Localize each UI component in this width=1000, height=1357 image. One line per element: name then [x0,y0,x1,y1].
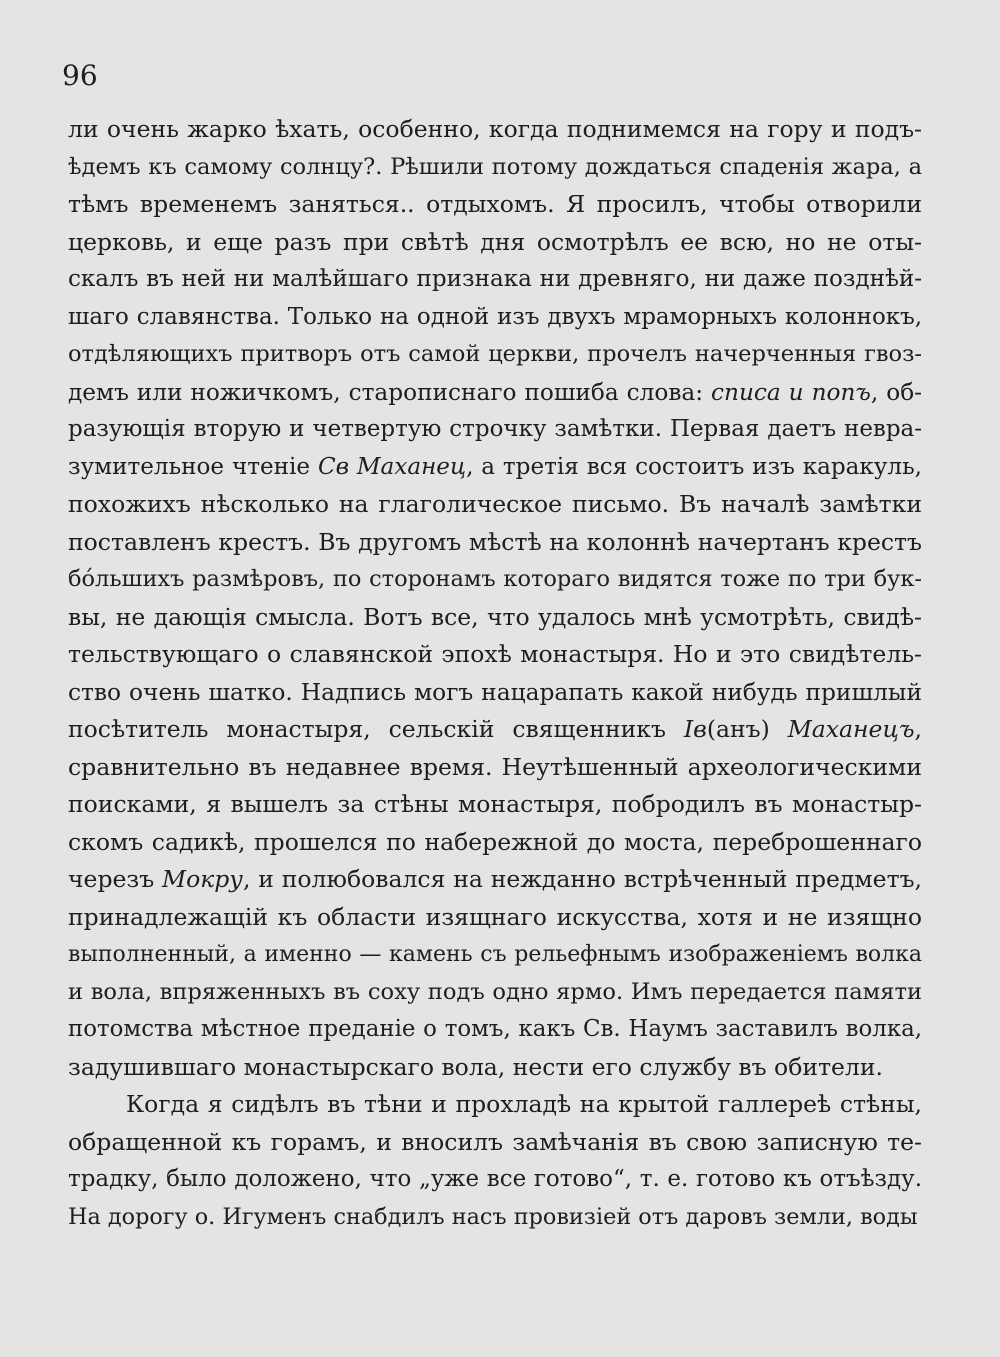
text-segment: , об- [870,378,922,406]
text-line [68,186,922,224]
text-line [68,824,922,862]
text-segment: скалъ въ ней ни малѣйшаго признака ни древняго, ни даже позднѣй- [68,266,922,292]
text-segment: и вола, впряженныхъ въ соху подъ одно ярмо. Имъ передается памяти [68,978,922,1005]
paragraph [68,111,922,1086]
text-line [68,711,922,749]
text-segment: На дорогу о. Игуменъ снабдилъ насъ провизіей отъ даровъ земли, воды [68,1203,918,1230]
text-line [68,861,922,899]
text-segment: тѣмъ временемъ заняться.. отдыхомъ. Я просилъ, чтобы отворили [68,190,922,218]
italic-text: Ів [683,715,707,743]
text-line [68,261,922,299]
text-line [68,524,922,562]
text-segment: традку, было доложено, что „уже все готово“, т. е. готово къ отъѣзду. [68,1166,922,1192]
text-line [68,599,922,637]
text-segment: ѣдемъ къ самому солнцу?. Рѣшили потому дождаться спаденія жара, а [68,153,922,180]
text-line [68,149,922,187]
text-line [68,374,922,412]
text-segment: ли очень жарко ѣхать, особенно, когда поднимемся на гору и подъ- [68,115,922,143]
text-line [68,749,922,787]
text-line [68,1049,922,1087]
italic-text: Мокру [162,865,243,893]
text-line [68,674,922,712]
text-line [68,974,922,1012]
text-line [68,1086,922,1124]
text-segment: скомъ садикѣ, прошелся по набережной до моста, переброшеннаго [68,827,922,856]
text-segment: посѣтитель монастыря, сельскій священникъ [68,715,684,743]
text-segment: принадлежащій къ области изящнаго искусства, хотя и не изящно [68,902,922,931]
text-line [68,636,922,674]
text-line [68,411,922,449]
text-segment: отдѣляющихъ притворъ отъ самой церкви, прочелъ начерченныя гвоз- [68,341,922,367]
text-segment: сравнительно въ недавнее время. Неутѣшенный археологическими [68,752,922,781]
paragraph [68,1086,922,1236]
text-line [68,1199,922,1237]
text-segment: обращенной къ горамъ, и вносилъ замѣчанія въ свою записную те- [68,1127,922,1156]
text-segment: выполненный, а именно — камень съ рельефнымъ изображеніемъ волка [68,942,922,967]
text-segment: , а третія вся состоитъ изъ каракуль, [466,453,922,480]
text-segment: поисками, я вышелъ за стѣны монастыря, побродилъ въ монастыр- [68,790,922,818]
text-line [68,111,922,149]
text-segment: потомства мѣстное преданіе о томъ, какъ Св. Наумъ заставилъ волка, [68,1016,922,1042]
text-line [68,486,922,524]
text-segment: черезъ [68,865,163,893]
text-segment: бо́льшихъ размѣровъ, по сторонамъ котораго видятся тоже по три бук- [68,566,922,592]
text-segment: ство очень шатко. Надпись могъ нацарапать какой нибудь пришлый [68,678,922,706]
text-segment: задушившаго монастырскаго вола, нести его службу въ обители. [68,1052,883,1081]
page-number: 96 [62,59,98,92]
text-segment: демъ или ножичкомъ, старописнаго пошиба слова: [68,378,711,406]
text-line [68,336,922,374]
text-line [68,561,922,599]
italic-text: списа и попъ [711,378,871,406]
text-line [68,936,922,974]
text-segment: зумительное чтеніе [68,453,318,480]
text-segment: шаго славянства. Только на одной изъ двухъ мраморныхъ колоннокъ, [68,303,922,330]
body-text [68,111,922,1236]
text-segment: церковь, и еще разъ при свѣтѣ дня осмотрѣлъ ее всю, но не оты- [68,227,922,256]
text-segment: (анъ) [706,715,788,743]
text-line [68,786,922,824]
italic-text: Маханецъ [787,715,915,743]
text-segment: тельствующаго о славянской эпохѣ монастыря. Но и это свидѣтель- [68,640,922,668]
text-line [68,449,922,487]
text-line [68,1161,922,1199]
text-segment: , [914,715,922,743]
text-segment: разующія вторую и четвертую строчку замѣтки. Первая даетъ невра- [68,416,922,442]
text-line [68,224,922,262]
text-segment: Когда я сидѣлъ въ тѣни и прохладѣ на крытой галлереѣ стѣны, [126,1090,922,1118]
text-line [68,299,922,337]
text-segment: похожихъ нѣсколько на глаголическое письмо. Въ началѣ замѣтки [68,490,922,518]
text-segment: , и полюбовался на нежданно встрѣченный предметъ, [242,865,923,893]
text-segment: поставленъ крестъ. Въ другомъ мѣстѣ на колоннѣ начертанъ крестъ [68,527,922,556]
text-line [68,1011,922,1049]
text-segment: вы, не дающія смысла. Вотъ все, что удалось мнѣ усмотрѣть, свидѣ- [68,602,922,631]
text-line [68,899,922,937]
italic-text: Св Маханец [317,453,467,480]
text-line [68,1124,922,1162]
